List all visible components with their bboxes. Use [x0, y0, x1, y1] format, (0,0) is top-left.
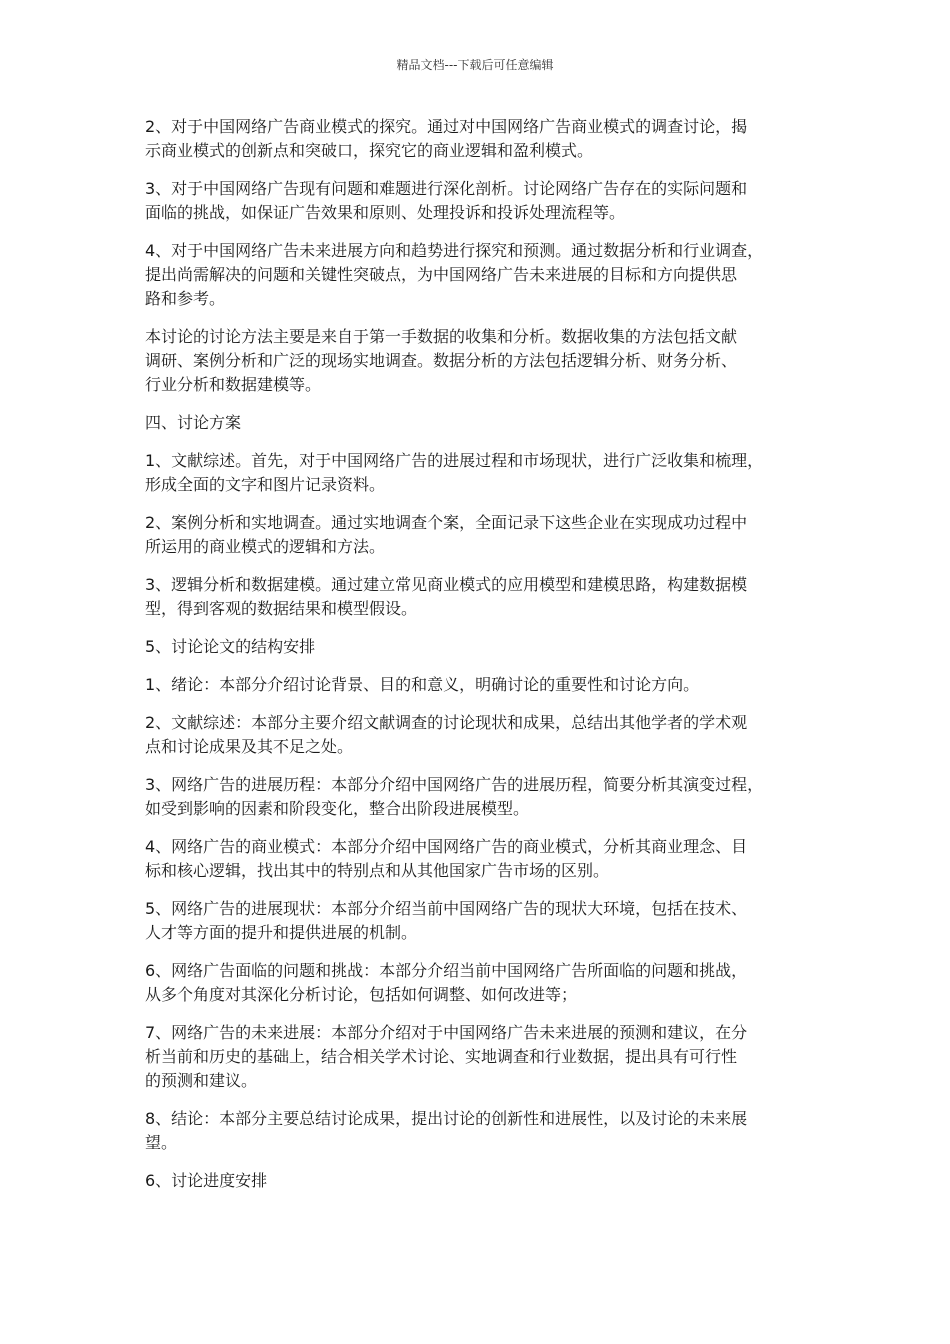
paragraph-line: 6、网络广告面临的问题和挑战：本部分介绍当前中国网络广告所面临的问题和挑战，: [145, 961, 748, 980]
paragraph-line: 标和核心逻辑，找出其中的特别点和从其他国家广告市场的区别。: [145, 861, 610, 880]
paragraph: [145, 115, 817, 163]
document-body: [145, 115, 817, 1207]
paragraph-line: 析当前和历史的基础上，结合相关学术讨论、实地调查和行业数据，提出具有可行性: [145, 1047, 738, 1066]
paragraph: [145, 673, 817, 697]
paragraph-line: 所运用的商业模式的逻辑和方法。: [145, 537, 386, 556]
paragraph-line: 路和参考。: [145, 289, 226, 308]
paragraph: [145, 897, 817, 945]
paragraph-line: 提出尚需解决的问题和关键性突破点，为中国网络广告未来进展的目标和方向提供思: [145, 265, 738, 284]
paragraph: [145, 411, 817, 435]
paragraph-line: 四、讨论方案: [145, 413, 242, 432]
paragraph: [145, 511, 817, 559]
paragraph-line: 5、讨论论文的结构安排: [145, 637, 316, 656]
paragraph: [145, 773, 817, 821]
paragraph-line: 从多个角度对其深化分析讨论，包括如何调整、如何改进等；: [145, 985, 578, 1004]
paragraph-line: 1、绪论：本部分介绍讨论背景、目的和意义，明确讨论的重要性和讨论方向。: [145, 675, 700, 694]
paragraph-line: 的预测和建议。: [145, 1071, 258, 1090]
paragraph-line: 6、讨论进度安排: [145, 1171, 268, 1190]
paragraph: [145, 449, 817, 497]
paragraph: [145, 835, 817, 883]
paragraph-line: 5、网络广告的进展现状：本部分介绍当前中国网络广告的现状大环境，包括在技术、: [145, 899, 748, 918]
paragraph-line: 如受到影响的因素和阶段变化，整合出阶段进展模型。: [145, 799, 530, 818]
paragraph: [145, 1107, 817, 1155]
paragraph: [145, 1021, 817, 1093]
paragraph-line: 3、对于中国网络广告现有问题和难题进行深化剖析。讨论网络广告存在的实际问题和: [145, 179, 748, 198]
paragraph-line: 2、案例分析和实地调查。通过实地调查个案，全面记录下这些企业在实现成功过程中: [145, 513, 748, 532]
paragraph-line: 形成全面的文字和图片记录资料。: [145, 475, 386, 494]
paragraph-line: 4、对于中国网络广告未来进展方向和趋势进行探究和预测。通过数据分析和行业调查，: [145, 241, 764, 260]
paragraph-line: 人才等方面的提升和提供进展的机制。: [145, 923, 418, 942]
paragraph-line: 示商业模式的创新点和突破口，探究它的商业逻辑和盈利模式。: [145, 141, 594, 160]
page-header: 精品文档---下载后可任意编辑: [396, 58, 554, 72]
paragraph-line: 点和讨论成果及其不足之处。: [145, 737, 354, 756]
paragraph-line: 3、网络广告的进展历程：本部分介绍中国网络广告的进展历程，简要分析其演变过程，: [145, 775, 764, 794]
paragraph: [145, 239, 817, 311]
paragraph-line: 本讨论的讨论方法主要是来自于第一手数据的收集和分析。数据收集的方法包括文献: [145, 327, 738, 346]
paragraph: [145, 573, 817, 621]
paragraph-line: 调研、案例分析和广泛的现场实地调查。数据分析的方法包括逻辑分析、财务分析、: [145, 351, 738, 370]
paragraph-line: 2、对于中国网络广告商业模式的探究。通过对中国网络广告商业模式的调查讨论，揭: [145, 117, 748, 136]
paragraph-line: 行业分析和数据建模等。: [145, 375, 322, 394]
paragraph-line: 2、文献综述：本部分主要介绍文献调查的讨论现状和成果，总结出其他学者的学术观: [145, 713, 748, 732]
paragraph-line: 1、文献综述。首先，对于中国网络广告的进展过程和市场现状，进行广泛收集和梳理，: [145, 451, 764, 470]
paragraph-line: 3、逻辑分析和数据建模。通过建立常见商业模式的应用模型和建模思路，构建数据模: [145, 575, 748, 594]
paragraph: [145, 711, 817, 759]
paragraph-line: 8、结论：本部分主要总结讨论成果，提出讨论的创新性和进展性，以及讨论的未来展: [145, 1109, 748, 1128]
paragraph: [145, 325, 817, 397]
paragraph-line: 面临的挑战，如保证广告效果和原则、处理投诉和投诉处理流程等。: [145, 203, 626, 222]
paragraph: [145, 1169, 817, 1193]
paragraph-line: 型，得到客观的数据结果和模型假设。: [145, 599, 418, 618]
paragraph-line: 4、网络广告的商业模式：本部分介绍中国网络广告的商业模式，分析其商业理念、目: [145, 837, 748, 856]
paragraph: [145, 959, 817, 1007]
paragraph-line: 7、网络广告的未来进展：本部分介绍对于中国网络广告未来进展的预测和建议，在分: [145, 1023, 748, 1042]
paragraph: [145, 635, 817, 659]
paragraph: [145, 177, 817, 225]
paragraph-line: 望。: [145, 1133, 178, 1152]
